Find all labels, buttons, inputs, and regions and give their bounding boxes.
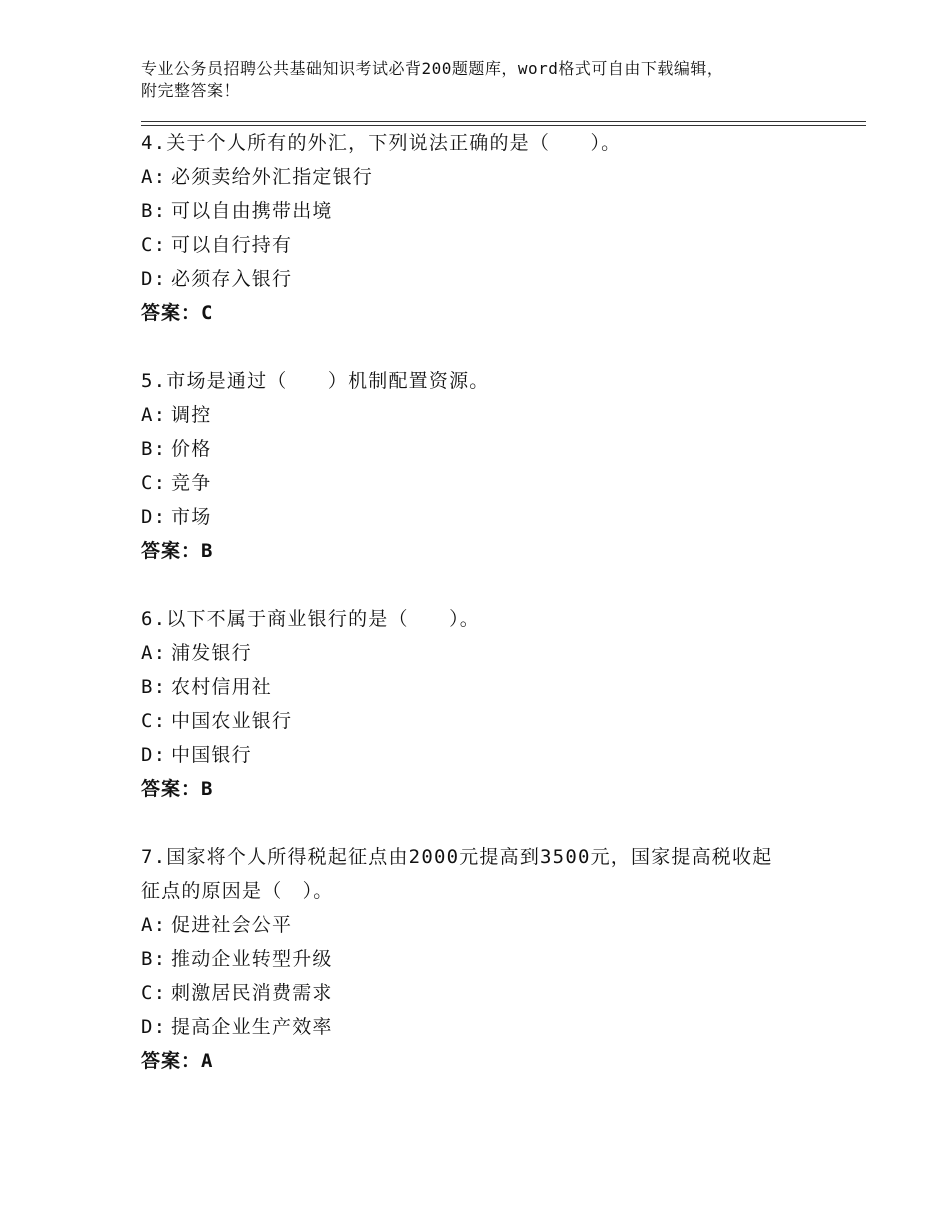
document-header: [141, 58, 841, 102]
option-text: 农村信用社: [171, 676, 273, 698]
answer-line: 答案：C: [141, 302, 214, 324]
option-letter: A:: [141, 642, 167, 664]
option-text: 刺激居民消费需求: [171, 982, 333, 1004]
option-text: 中国农业银行: [171, 710, 293, 732]
question-5: [141, 364, 841, 568]
option-text: 促进社会公平: [171, 914, 293, 936]
option-c: [141, 976, 841, 1010]
option-a: [141, 908, 841, 942]
option-text: 竞争: [171, 472, 212, 494]
option-letter: C:: [141, 710, 167, 732]
question-stem-continuation: 征点的原因是（ ）。: [141, 880, 334, 902]
question-6: [141, 602, 841, 806]
header-line-1: 专业公务员招聘公共基础知识考试必背200题题库，word格式可自由下载编辑，: [141, 59, 724, 78]
option-b: [141, 670, 841, 704]
option-letter: A:: [141, 166, 167, 188]
header-divider-top: [141, 121, 866, 122]
option-d: [141, 262, 841, 296]
option-text: 浦发银行: [171, 642, 252, 664]
option-letter: A:: [141, 914, 167, 936]
option-letter: D:: [141, 1016, 167, 1038]
option-a: [141, 160, 841, 194]
option-text: 调控: [171, 404, 212, 426]
option-text: 价格: [171, 438, 212, 460]
question-7: [141, 840, 841, 1078]
option-d: [141, 1010, 841, 1044]
option-d: [141, 500, 841, 534]
option-letter: B:: [141, 438, 167, 460]
question-stem: 7.国家将个人所得税起征点由2000元提高到3500元，国家提高税收起: [141, 846, 773, 868]
option-letter: D:: [141, 744, 167, 766]
option-text: 推动企业转型升级: [171, 948, 333, 970]
option-c: [141, 228, 841, 262]
option-b: [141, 942, 841, 976]
option-b: [141, 432, 841, 466]
option-letter: C:: [141, 472, 167, 494]
option-text: 必须存入银行: [171, 268, 293, 290]
option-c: [141, 466, 841, 500]
option-text: 必须卖给外汇指定银行: [171, 166, 374, 188]
option-letter: C:: [141, 982, 167, 1004]
option-letter: B:: [141, 200, 167, 222]
option-letter: C:: [141, 234, 167, 256]
option-letter: D:: [141, 506, 167, 528]
question-4: [141, 126, 841, 330]
option-letter: D:: [141, 268, 167, 290]
option-c: [141, 704, 841, 738]
option-a: [141, 398, 841, 432]
option-text: 可以自行持有: [171, 234, 293, 256]
option-b: [141, 194, 841, 228]
header-line-2: 附完整答案！: [141, 81, 241, 100]
answer-line: 答案：B: [141, 778, 214, 800]
option-letter: A:: [141, 404, 167, 426]
question-stem: 4.关于个人所有的外汇，下列说法正确的是（ ）。: [141, 132, 622, 154]
question-stem: 5.市场是通过（ ）机制配置资源。: [141, 370, 490, 392]
option-text: 中国银行: [171, 744, 252, 766]
question-stem: 6.以下不属于商业银行的是（ ）。: [141, 608, 480, 630]
option-a: [141, 636, 841, 670]
option-text: 可以自由携带出境: [171, 200, 333, 222]
option-d: [141, 738, 841, 772]
option-letter: B:: [141, 676, 167, 698]
answer-line: 答案：B: [141, 540, 214, 562]
option-text: 提高企业生产效率: [171, 1016, 333, 1038]
answer-line: 答案：A: [141, 1050, 214, 1072]
option-letter: B:: [141, 948, 167, 970]
question-list: [141, 126, 841, 1112]
option-text: 市场: [171, 506, 212, 528]
